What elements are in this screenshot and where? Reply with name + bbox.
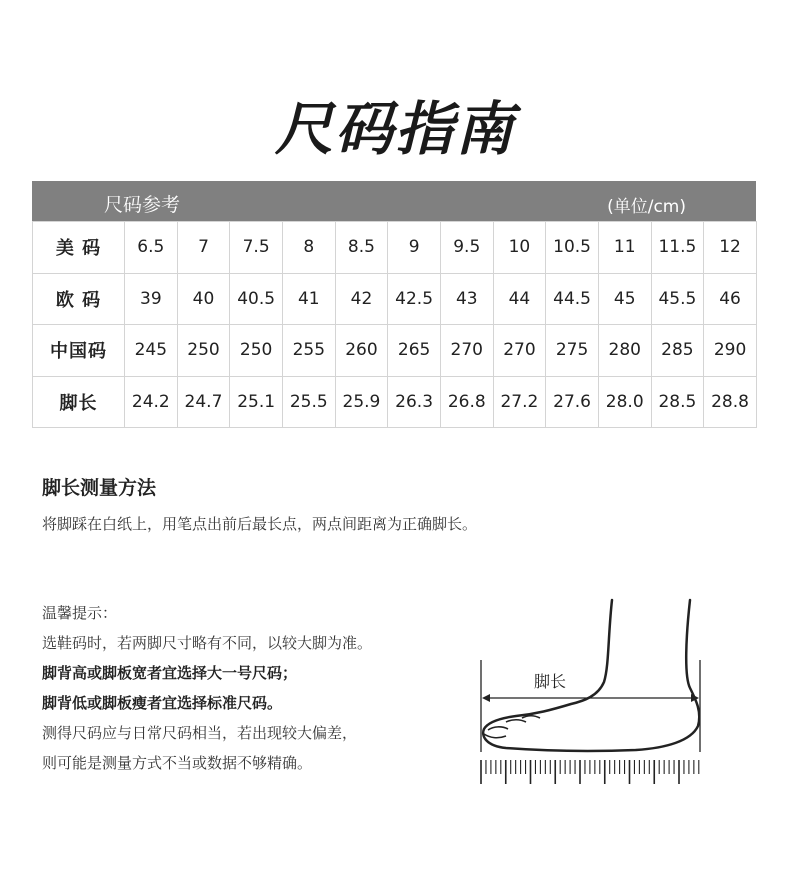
method-title: 脚长测量方法 bbox=[42, 477, 157, 499]
table-cell: 27.2 bbox=[493, 376, 546, 428]
table-cell: 26.3 bbox=[388, 376, 441, 428]
tips-line-bold: 脚背低或脚板瘦者宜选择标准尺码。 bbox=[42, 694, 283, 712]
table-cell: 255 bbox=[282, 325, 335, 377]
table-cell: 46 bbox=[704, 273, 757, 325]
ruler-icon bbox=[481, 760, 699, 784]
table-cell: 40.5 bbox=[230, 273, 283, 325]
table-cell: 28.8 bbox=[704, 376, 757, 428]
table-cell: 7 bbox=[177, 222, 230, 274]
tips-heading: 温馨提示： bbox=[42, 604, 118, 622]
page-title: 尺码指南 bbox=[274, 95, 515, 163]
table-cell: 285 bbox=[651, 325, 704, 377]
table-cell: 24.7 bbox=[177, 376, 230, 428]
table-cell: 27.6 bbox=[546, 376, 599, 428]
row-label: 欧 码 bbox=[33, 273, 125, 325]
table-cell: 42 bbox=[335, 273, 388, 325]
table-cell: 270 bbox=[440, 325, 493, 377]
table-header-unit: (单位/cm) bbox=[607, 197, 686, 217]
tips-line: 选鞋码时，若两脚尺寸略有不同，以较大脚为准。 bbox=[42, 634, 373, 652]
table-cell: 45 bbox=[598, 273, 651, 325]
size-table bbox=[32, 181, 756, 428]
table-cell: 8.5 bbox=[335, 222, 388, 274]
row-label: 美 码 bbox=[33, 222, 125, 274]
table-cell: 25.9 bbox=[335, 376, 388, 428]
table-cell: 250 bbox=[230, 325, 283, 377]
table-cell: 25.1 bbox=[230, 376, 283, 428]
table-cell: 24.2 bbox=[125, 376, 178, 428]
table-cell: 245 bbox=[125, 325, 178, 377]
table-cell: 8 bbox=[282, 222, 335, 274]
size-grid bbox=[32, 221, 757, 428]
table-cell: 12 bbox=[704, 222, 757, 274]
tips-line: 则可能是测量方式不当或数据不够精确。 bbox=[42, 754, 313, 772]
tips-block bbox=[42, 598, 372, 778]
row-label: 中国码 bbox=[33, 325, 125, 377]
table-cell: 44.5 bbox=[546, 273, 599, 325]
table-cell: 290 bbox=[704, 325, 757, 377]
table-cell: 265 bbox=[388, 325, 441, 377]
table-cell: 275 bbox=[546, 325, 599, 377]
table-cell: 280 bbox=[598, 325, 651, 377]
table-cell: 270 bbox=[493, 325, 546, 377]
table-cell: 43 bbox=[440, 273, 493, 325]
table-header-title: 尺码参考 bbox=[104, 194, 181, 216]
table-cell: 41 bbox=[282, 273, 335, 325]
table-cell: 26.8 bbox=[440, 376, 493, 428]
table-cell: 10.5 bbox=[546, 222, 599, 274]
table-cell: 9.5 bbox=[440, 222, 493, 274]
table-cell: 7.5 bbox=[230, 222, 283, 274]
foot-outline-icon bbox=[476, 596, 706, 796]
table-row bbox=[33, 376, 757, 428]
table-cell: 10 bbox=[493, 222, 546, 274]
table-cell: 9 bbox=[388, 222, 441, 274]
table-header bbox=[32, 181, 756, 221]
table-cell: 250 bbox=[177, 325, 230, 377]
table-cell: 25.5 bbox=[282, 376, 335, 428]
tips-line: 测得尺码应与日常尺码相当，若出现较大偏差， bbox=[42, 724, 358, 742]
row-label: 脚长 bbox=[33, 376, 125, 428]
table-row bbox=[33, 325, 757, 377]
tips-line-bold: 脚背高或脚板宽者宜选择大一号尺码； bbox=[42, 664, 298, 682]
table-row bbox=[33, 222, 757, 274]
table-cell: 6.5 bbox=[125, 222, 178, 274]
table-cell: 40 bbox=[177, 273, 230, 325]
foot-measure-diagram bbox=[476, 596, 706, 796]
table-cell: 28.0 bbox=[598, 376, 651, 428]
table-cell: 260 bbox=[335, 325, 388, 377]
table-cell: 28.5 bbox=[651, 376, 704, 428]
table-cell: 11.5 bbox=[651, 222, 704, 274]
table-cell: 11 bbox=[598, 222, 651, 274]
table-cell: 44 bbox=[493, 273, 546, 325]
table-row bbox=[33, 273, 757, 325]
table-cell: 42.5 bbox=[388, 273, 441, 325]
method-text: 将脚踩在白纸上，用笔点出前后最长点，两点间距离为正确脚长。 bbox=[42, 515, 478, 533]
table-cell: 45.5 bbox=[651, 273, 704, 325]
table-cell: 39 bbox=[125, 273, 178, 325]
diagram-label: 脚长 bbox=[533, 672, 567, 691]
